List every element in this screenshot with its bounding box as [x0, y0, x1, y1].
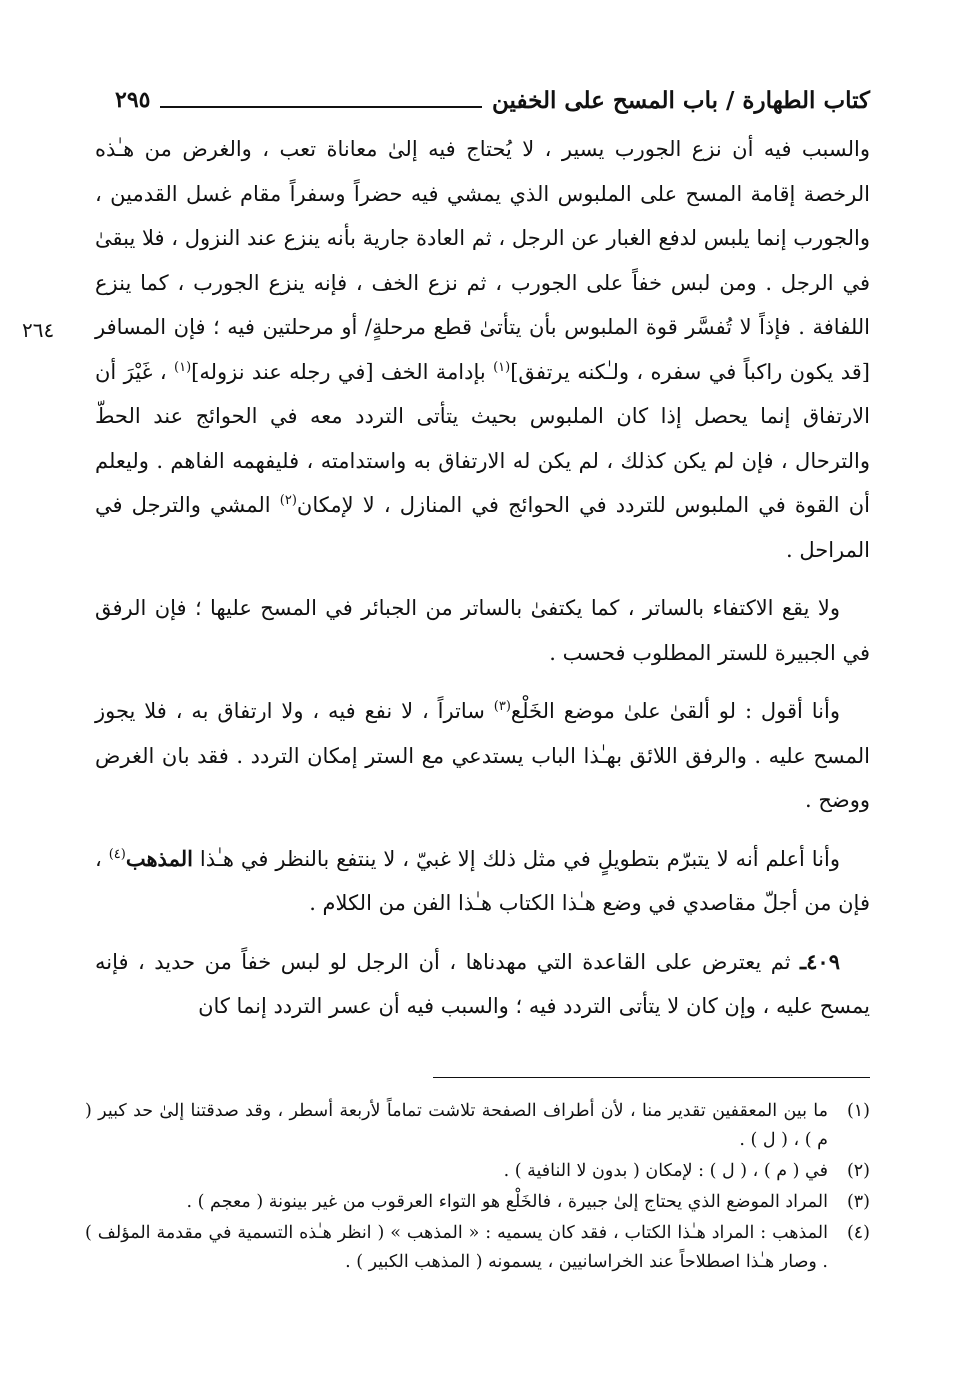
footnote-ref-1: (١) [493, 359, 511, 375]
paragraph-3-text-b: ساتراً ، لا نفع فيه ، ولا ارتفاق به ، فلا يجوز المسح عليه . والرفق اللائق بهـٰذا الباب يستدعي مع الستر إمكان التردد . فقد بان الغرض ووضح . [95, 699, 870, 812]
footnote-2 [85, 1157, 870, 1186]
paragraph-1-text: والسبب فيه أن نزع الجورب يسير ، لا يُحتاج فيه إلىٰ معاناة تعب ، والغرض من هـٰذه الرخصة إقامة المسح على الملبوس الذي يمشي فيه حضراً وسفراً مقام غسل القدمين ، والجورب إنما يلبس لدفع الغبار عن الرجل ، ثم العادة جارية بأنه ينزع عند النزول ، فلا يبقىٰ في الرجل . ومن لبس خفاً على الجورب ، ثم نزع الخف ، فإنه ينزع الجورب ، كما ينزع اللفافة . فإذاً لا تُفسَّر قوة الملبوس بأن يتأتىٰ قطع مرحلةٍ/ أو مرحلتين فيه ؛ فإن المسافر [قد يكون راكباً في سفره ، ولـٰكنه يرتفق] [95, 137, 870, 384]
header-rule [160, 106, 482, 108]
footnote-number: (٢) [846, 1161, 870, 1181]
footnote-text: المراد الموضع الذي يحتاج إلىٰ جبيرة ، فالخَلْع هو التواء العرقوب من غير بينونة ( معجم ) . [186, 1192, 828, 1212]
footnote-ref-2: (٢) [279, 493, 297, 508]
footnote-ref-1b: (١) [174, 359, 192, 375]
main-text [95, 127, 870, 1029]
paragraph-1-text-c: ، غَيْرَ أن الارتفاق إنما يحصل إذا كان الملبوس بحيث يتأتى التردد معه في الحوائج عند الحطّ والترحال ، فإن لم يكن كذلك ، لم يكن له الارتفاق به واستدامته ، فليفهمه الفاهم . وليعلم أن القوة في الملبوس للتردد في الحوائج في المنازل ، لا لإمكان [95, 359, 870, 517]
footnote-4 [85, 1219, 870, 1277]
paragraph-4-text: وأنا أعلم أنه لا يتبرّم بتطويلٍ في مثل ذلك إلا غبيّ ، لا ينتفع بالنظر في هـٰذا [192, 846, 841, 871]
footnote-text: المذهب : المراد هـٰذا الكتاب ، فقد كان يسميه : « المذهب » ( انظر هـٰذه التسمية في مقدمة المؤلف ) . وصار هـٰذا اصطلاحاً عند الخراسانيين ، يسمونه ( المذهب الكبير ) . [85, 1223, 828, 1272]
footnote-separator [433, 1077, 870, 1078]
footnote-number: (٣) [846, 1192, 870, 1212]
paragraph-4-text-b: ، فإن من أجلّ مقاصدي في وضع هـٰذا الكتاب هـٰذا الفن من الكلام . [95, 846, 870, 915]
footnote-number: (١) [846, 1101, 870, 1121]
section-number: ٤٠٩ـ [800, 948, 840, 974]
running-header [115, 80, 870, 120]
paragraph-1-text-b: بإدامة الخف [في رجله عند نزوله] [191, 359, 494, 384]
paragraph-1 [95, 127, 870, 572]
paragraph-1-text-d: المشي والترجل في المراحل . [95, 493, 870, 562]
paragraph-5 [95, 940, 870, 1029]
paragraph-3 [95, 689, 870, 823]
footnote-number: (٤) [846, 1223, 870, 1243]
footnote-text: في ( م ) ، ( ل ) : لإمكان ( بدون لا النافية ) . [503, 1161, 828, 1181]
footnote-3 [85, 1188, 870, 1217]
footnote-ref-3: (٣) [493, 699, 511, 714]
footnote-text: ما بين المعقفين تقدير منا ، لأن أطراف الصفحة تلاشت تماماً لأربعة أسطر ، وقد صدقتنا إلىٰ حد كبير ( م ) ، ( ل ) . [85, 1101, 828, 1150]
paragraph-5-text: ثم يعترض على القاعدة التي مهدناها ، أن الرجل لو لبس خفاً من حديد ، فإنه يمسح عليه ، وإن كان لا يتأتى التردد فيه ؛ والسبب فيه أن عسر التردد إنما كان [95, 949, 870, 1018]
paragraph-4 [95, 837, 870, 926]
paragraph-2: ولا يقع الاكتفاء بالساتر ، كما يكتفىٰ بالساتر من الجبائر في المسح عليها ؛ فإن الرفق في الجبيرة للستر المطلوب فحسب . [95, 596, 870, 665]
paragraph-3-text: وأنا أقول : لو ألقىٰ علىٰ موضع الخَلْع [510, 699, 840, 723]
running-title: كتاب الطهارة / باب المسح على الخفين [492, 86, 870, 114]
paragraph-4-bold-term: المذهب [125, 845, 193, 871]
footnote-ref-4: (٤) [108, 846, 126, 862]
footnotes [85, 1097, 870, 1279]
page-number: ٢٩٥ [115, 87, 151, 113]
margin-page-reference: ٢٦٤ [22, 318, 55, 342]
footnote-1 [85, 1097, 870, 1155]
